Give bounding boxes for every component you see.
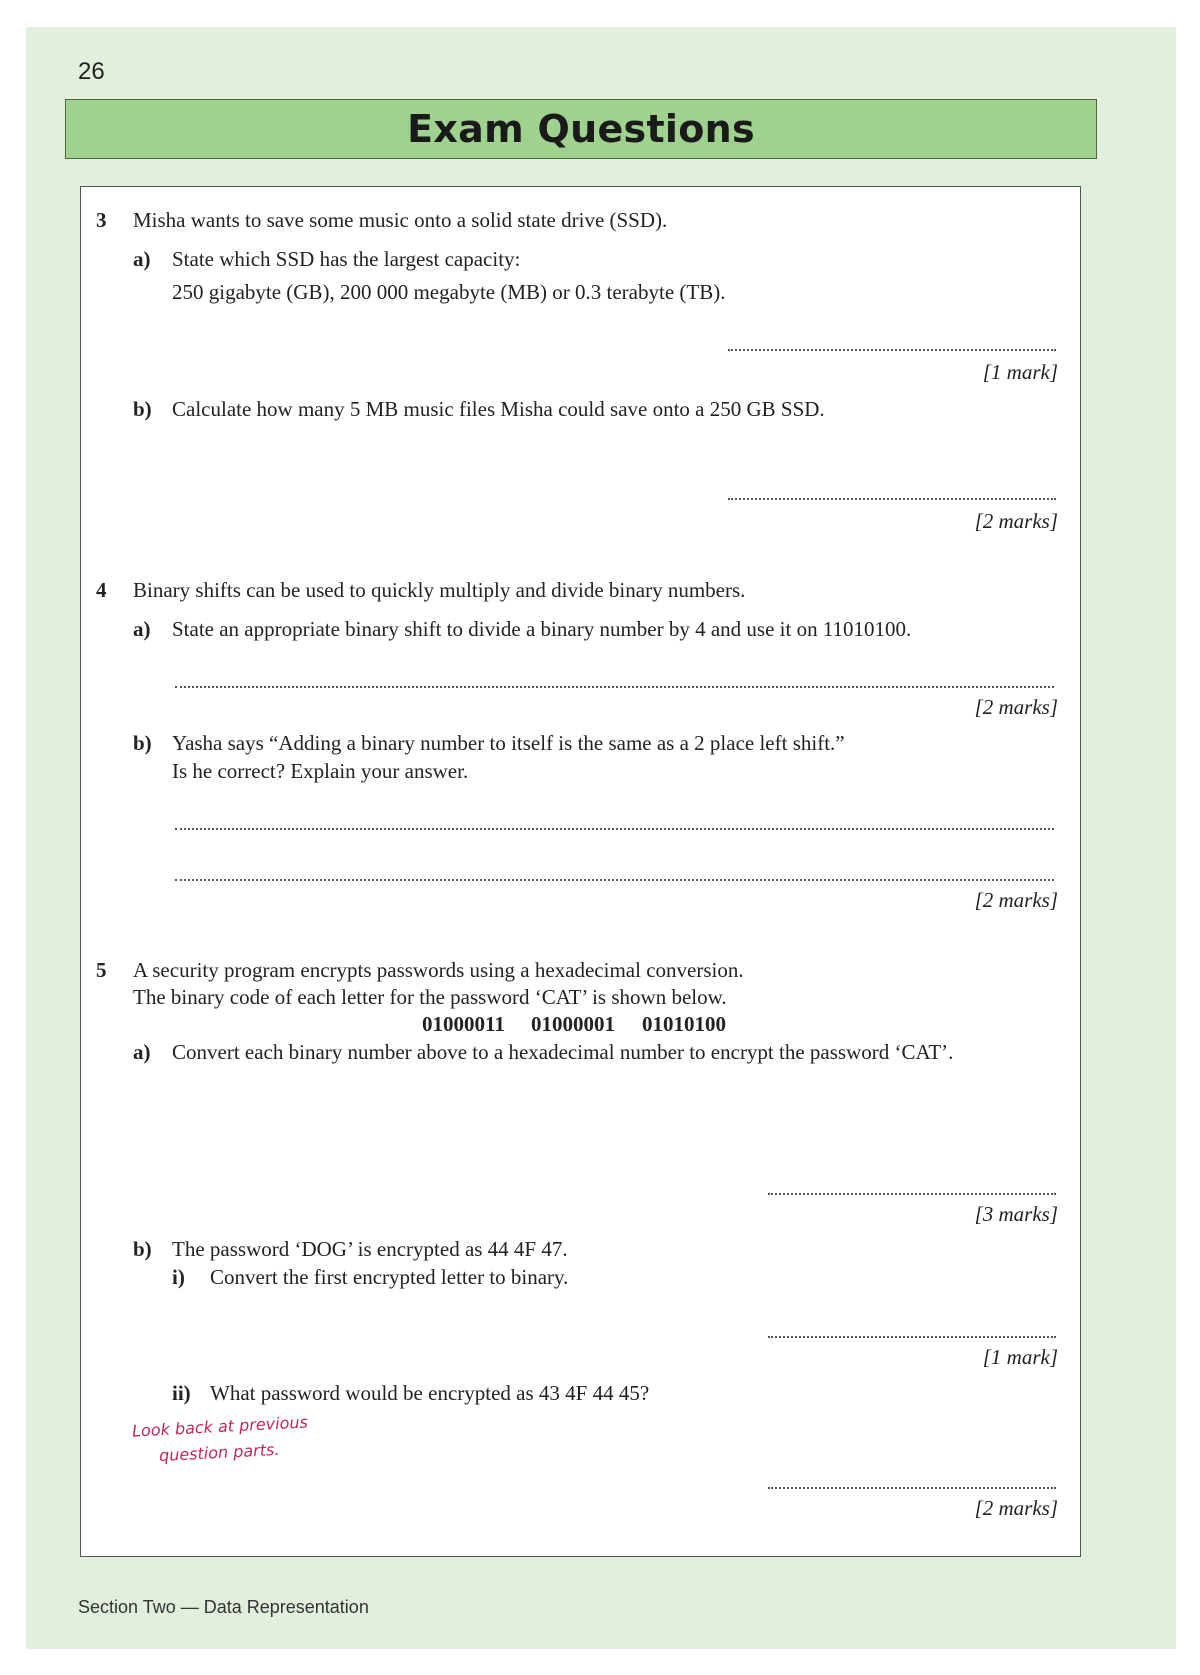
marks-5bi: [1 mark] xyxy=(982,1345,1058,1369)
question-5-number: 5 xyxy=(96,958,107,982)
question-3a-label: a) xyxy=(133,247,151,271)
marks-4b: [2 marks] xyxy=(974,888,1058,912)
question-5b-text: The password ‘DOG’ is encrypted as 44 4F 47. xyxy=(172,1237,568,1261)
question-4-stem: Binary shifts can be used to quickly multiply and divide binary numbers. xyxy=(133,578,746,602)
question-5bi-text: Convert the first encrypted letter to binary. xyxy=(210,1265,569,1289)
binary-code-c: 01000011 xyxy=(422,1012,505,1036)
question-5bi-label: i) xyxy=(172,1265,185,1289)
binary-code-t: 01010100 xyxy=(642,1012,726,1036)
question-4b-line1: Yasha says “Adding a binary number to itself is the same as a 2 place left shift.” xyxy=(172,731,845,755)
marks-3a: [1 mark] xyxy=(982,360,1058,384)
question-4a-text: State an appropriate binary shift to divide a binary number by 4 and use it on 11010100. xyxy=(172,617,912,641)
question-3a-line1: State which SSD has the largest capacity: xyxy=(172,247,521,271)
answer-line-5a[interactable] xyxy=(768,1193,1056,1195)
answer-line-5bii[interactable] xyxy=(768,1487,1056,1489)
question-4b-line2: Is he correct? Explain your answer. xyxy=(172,759,469,783)
question-3b-label: b) xyxy=(133,397,152,421)
question-5-stem-line2: The binary code of each letter for the password ‘CAT’ is shown below. xyxy=(133,985,727,1009)
marks-4a: [2 marks] xyxy=(974,695,1058,719)
marks-5a: [3 marks] xyxy=(974,1202,1058,1226)
answer-line-5bi[interactable] xyxy=(768,1336,1056,1338)
marks-5bii: [2 marks] xyxy=(974,1496,1058,1520)
question-4b-label: b) xyxy=(133,731,152,755)
question-3a-line2: 250 gigabyte (GB), 200 000 megabyte (MB) or 0.3 terabyte (TB). xyxy=(172,280,726,304)
answer-line-4b-2[interactable] xyxy=(175,879,1054,881)
page-number: 26 xyxy=(78,58,105,85)
marks-3b: [2 marks] xyxy=(974,509,1058,533)
question-3-number: 3 xyxy=(96,208,107,232)
question-5-stem-line1: A security program encrypts passwords using a hexadecimal conversion. xyxy=(133,958,744,982)
question-5bii-label: ii) xyxy=(172,1381,191,1405)
answer-line-4b-1[interactable] xyxy=(175,828,1054,830)
question-box xyxy=(80,186,1081,1557)
section-footer: Section Two — Data Representation xyxy=(78,1597,369,1617)
question-4-number: 4 xyxy=(96,578,107,602)
question-5a-text: Convert each binary number above to a hexadecimal number to encrypt the password ‘CAT’. xyxy=(172,1040,954,1064)
answer-line-3a[interactable] xyxy=(728,349,1056,351)
title-banner xyxy=(65,99,1097,159)
answer-line-3b[interactable] xyxy=(728,498,1056,500)
question-5b-label: b) xyxy=(133,1237,152,1261)
question-3b-text: Calculate how many 5 MB music files Misha could save onto a 250 GB SSD. xyxy=(172,397,825,421)
hint-note-line1: Look back at previous xyxy=(131,1412,309,1441)
question-4a-label: a) xyxy=(133,617,151,641)
page-title: Exam Questions xyxy=(407,107,755,151)
hint-note-line2: question parts. xyxy=(158,1439,280,1466)
question-3-stem: Misha wants to save some music onto a solid state drive (SSD). xyxy=(133,208,668,232)
binary-code-a: 01000001 xyxy=(531,1012,615,1036)
question-5bii-text: What password would be encrypted as 43 4F 44 45? xyxy=(210,1381,650,1405)
answer-line-4a[interactable] xyxy=(175,686,1054,688)
question-5a-label: a) xyxy=(133,1040,151,1064)
